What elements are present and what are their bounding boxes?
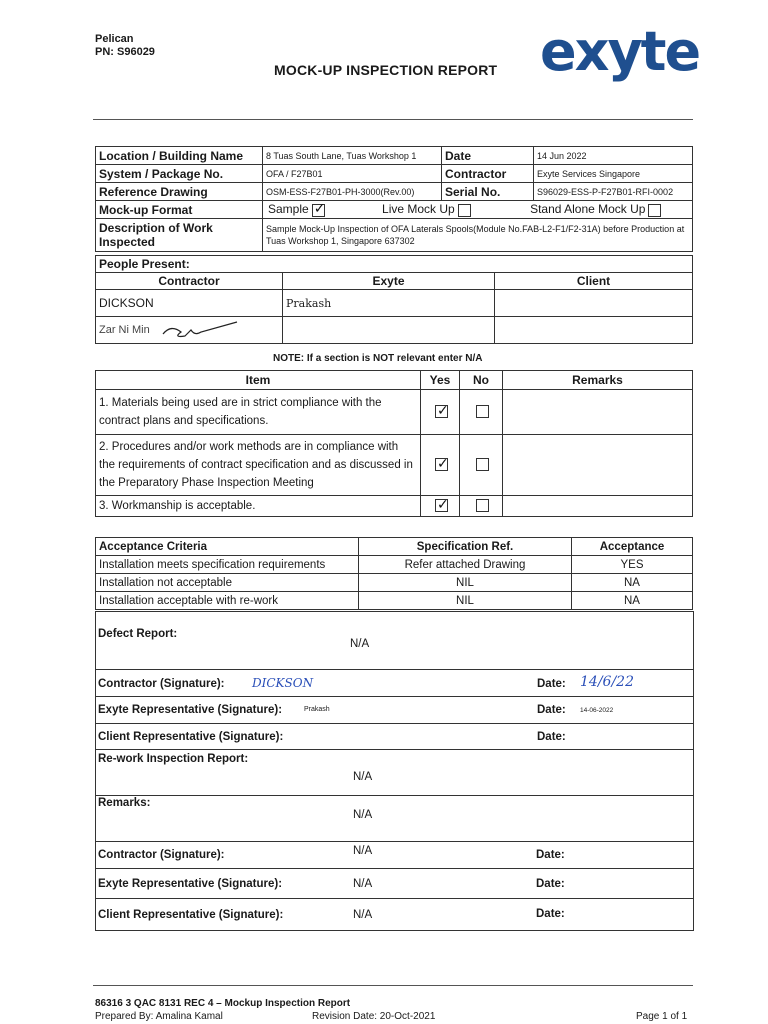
remarks-label: Remarks: <box>98 797 151 809</box>
system-value: OFA / F27B01 <box>263 165 442 183</box>
acceptance-criteria-3: Installation acceptable with re-work <box>96 592 359 610</box>
date-value: 14 Jun 2022 <box>534 147 693 165</box>
checklist-no-1 <box>460 390 503 435</box>
contractor-date2-label: Date: <box>536 849 565 861</box>
divider-5 <box>96 795 693 796</box>
company-name: Pelican <box>95 33 134 45</box>
yes-checkbox-1[interactable] <box>435 405 448 418</box>
acceptance-value-3: NA <box>572 592 693 610</box>
acceptance-criteria-1: Installation meets specification requirements <box>96 556 359 574</box>
people-client-1 <box>495 290 693 317</box>
format-live-label: Live Mock Up <box>382 202 455 217</box>
people-client-2 <box>495 317 693 344</box>
footer-divider <box>93 985 693 986</box>
checklist-remarks-3 <box>503 496 693 517</box>
contractor-date-label: Date: <box>537 678 566 690</box>
people-contractor-1: DICKSON <box>96 290 283 317</box>
checklist-item-3: 3. Workmanship is acceptable. <box>96 496 421 517</box>
exyte-date2-label: Date: <box>536 878 565 890</box>
footer-revision-date: Revision Date: 20-Oct-2021 <box>312 1011 436 1022</box>
exyte-sig2-label: Exyte Representative (Signature): <box>98 878 283 890</box>
location-value: 8 Tuas South Lane, Tuas Workshop 1 <box>263 147 442 165</box>
people-exyte-2 <box>283 317 495 344</box>
checklist-yes-2 <box>421 435 460 496</box>
drawing-value: OSM-ESS-F27B01-PH-3000(Rev.00) <box>263 183 442 201</box>
contractor-sig2-label: Contractor (Signature): <box>98 849 225 861</box>
divider-7 <box>96 868 693 869</box>
exyte-sig-value: Prakash <box>304 706 330 713</box>
yes-checkbox-3[interactable] <box>435 499 448 512</box>
people-table <box>95 255 693 344</box>
divider-6 <box>96 841 693 842</box>
client-sig2-label: Client Representative (Signature): <box>98 909 284 921</box>
defect-label: Defect Report: <box>98 628 178 640</box>
checklist-no-3 <box>460 496 503 517</box>
format-label: Mock-up Format <box>96 201 263 219</box>
footer-prepared-by: Prepared By: Amalina Kamal <box>95 1011 223 1022</box>
contractor-sig-label: Contractor (Signature): <box>98 678 225 690</box>
header-divider <box>93 119 693 120</box>
contractor-date-value: 14/6/22 <box>580 674 634 690</box>
footer-page-number: Page 1 of 1 <box>636 1011 688 1022</box>
checklist-col-remarks: Remarks <box>503 371 693 390</box>
checklist-no-2 <box>460 435 503 496</box>
checklist-col-item: Item <box>96 371 421 390</box>
part-number: PN: S96029 <box>95 46 155 58</box>
acceptance-criteria-2: Installation not acceptable <box>96 574 359 592</box>
footer-form-id: 86316 3 QAC 8131 REC 4 – Mockup Inspection Report <box>95 998 351 1009</box>
serial-value: S96029-ESS-P-F27B01-RFI-0002 <box>534 183 693 201</box>
people-col-client: Client <box>495 273 693 290</box>
drawing-label: Reference Drawing <box>96 183 263 201</box>
serial-label: Serial No. <box>442 183 534 201</box>
acceptance-value-1: YES <box>572 556 693 574</box>
format-sample-checkbox[interactable] <box>312 204 325 217</box>
divider-8 <box>96 898 693 899</box>
acceptance-col-criteria: Acceptance Criteria <box>96 538 359 556</box>
format-standalone-label: Stand Alone Mock Up <box>530 202 646 217</box>
people-label: People Present: <box>96 256 693 273</box>
defect-value: N/A <box>350 638 370 650</box>
acceptance-spec-1: Refer attached Drawing <box>359 556 572 574</box>
checklist-col-no: No <box>460 371 503 390</box>
acceptance-value-2: NA <box>572 574 693 592</box>
people-contractor-2 <box>96 317 283 344</box>
contractor-sig2-value: N/A <box>353 845 373 857</box>
client-sig-label: Client Representative (Signature): <box>98 731 284 743</box>
format-standalone-checkbox[interactable] <box>648 204 661 217</box>
format-live-checkbox[interactable] <box>458 204 471 217</box>
exyte-logo: exyte <box>540 20 700 83</box>
exyte-date-label: Date: <box>537 704 566 716</box>
checklist-yes-1 <box>421 390 460 435</box>
contractor-label: Contractor <box>442 165 534 183</box>
exyte-date-value: 14-06-2022 <box>580 707 614 714</box>
acceptance-col-spec: Specification Ref. <box>359 538 572 556</box>
checklist-yes-3 <box>421 496 460 517</box>
contractor-sig-value: DICKSON <box>252 676 314 690</box>
location-label: Location / Building Name <box>96 147 263 165</box>
lower-form <box>95 611 694 931</box>
date-label: Date <box>442 147 534 165</box>
exyte-sig2-value: N/A <box>353 878 373 890</box>
checklist-remarks-2 <box>503 435 693 496</box>
acceptance-spec-3: NIL <box>359 592 572 610</box>
people-exyte-1: Prakash <box>283 290 495 317</box>
client-date-label: Date: <box>537 731 566 743</box>
exyte-sig-label: Exyte Representative (Signature): <box>98 704 283 716</box>
acceptance-spec-2: NIL <box>359 574 572 592</box>
no-checkbox-2[interactable] <box>476 458 489 471</box>
divider-2 <box>96 696 693 697</box>
no-checkbox-1[interactable] <box>476 405 489 418</box>
rework-label: Re-work Inspection Report: <box>98 753 249 765</box>
client-date2-label: Date: <box>536 908 565 920</box>
description-label: Description of Work Inspected <box>96 219 263 252</box>
checklist-table <box>95 370 693 517</box>
acceptance-col-accept: Acceptance <box>572 538 693 556</box>
yes-checkbox-2[interactable] <box>435 458 448 471</box>
client-sig2-value: N/A <box>353 909 373 921</box>
remarks-value: N/A <box>353 809 373 821</box>
description-value: Sample Mock-Up Inspection of OFA Laterals Spools(Module No.FAB-L2-F1/F2-31A) before Production at Tuas Workshop 1, Singapore 637302 <box>263 219 693 252</box>
divider-3 <box>96 723 693 724</box>
checklist-remarks-1 <box>503 390 693 435</box>
people-col-exyte: Exyte <box>283 273 495 290</box>
people-col-contractor: Contractor <box>96 273 283 290</box>
divider-1 <box>96 669 693 670</box>
no-checkbox-3[interactable] <box>476 499 489 512</box>
signature-mark <box>161 320 241 340</box>
divider-4 <box>96 749 693 750</box>
checklist-col-yes: Yes <box>421 371 460 390</box>
note-text: NOTE: If a section is NOT relevant enter N/A <box>273 353 483 364</box>
checklist-item-2: 2. Procedures and/or work methods are in compliance with the requirements of contract specification and as discussed in the Preparatory Phase Inspection Meeting <box>96 435 421 496</box>
checklist-item-1: 1. Materials being used are in strict compliance with the contract plans and specifications. <box>96 390 421 435</box>
format-options <box>263 201 693 219</box>
info-table <box>95 146 693 252</box>
format-sample-label: Sample <box>268 202 309 217</box>
acceptance-table <box>95 537 693 610</box>
contractor-value: Exyte Services Singapore <box>534 165 693 183</box>
rework-value: N/A <box>353 771 373 783</box>
system-label: System / Package No. <box>96 165 263 183</box>
people-contractor-2-name: Zar Ni Min <box>99 323 150 336</box>
report-title: MOCK-UP INSPECTION REPORT <box>274 62 498 78</box>
